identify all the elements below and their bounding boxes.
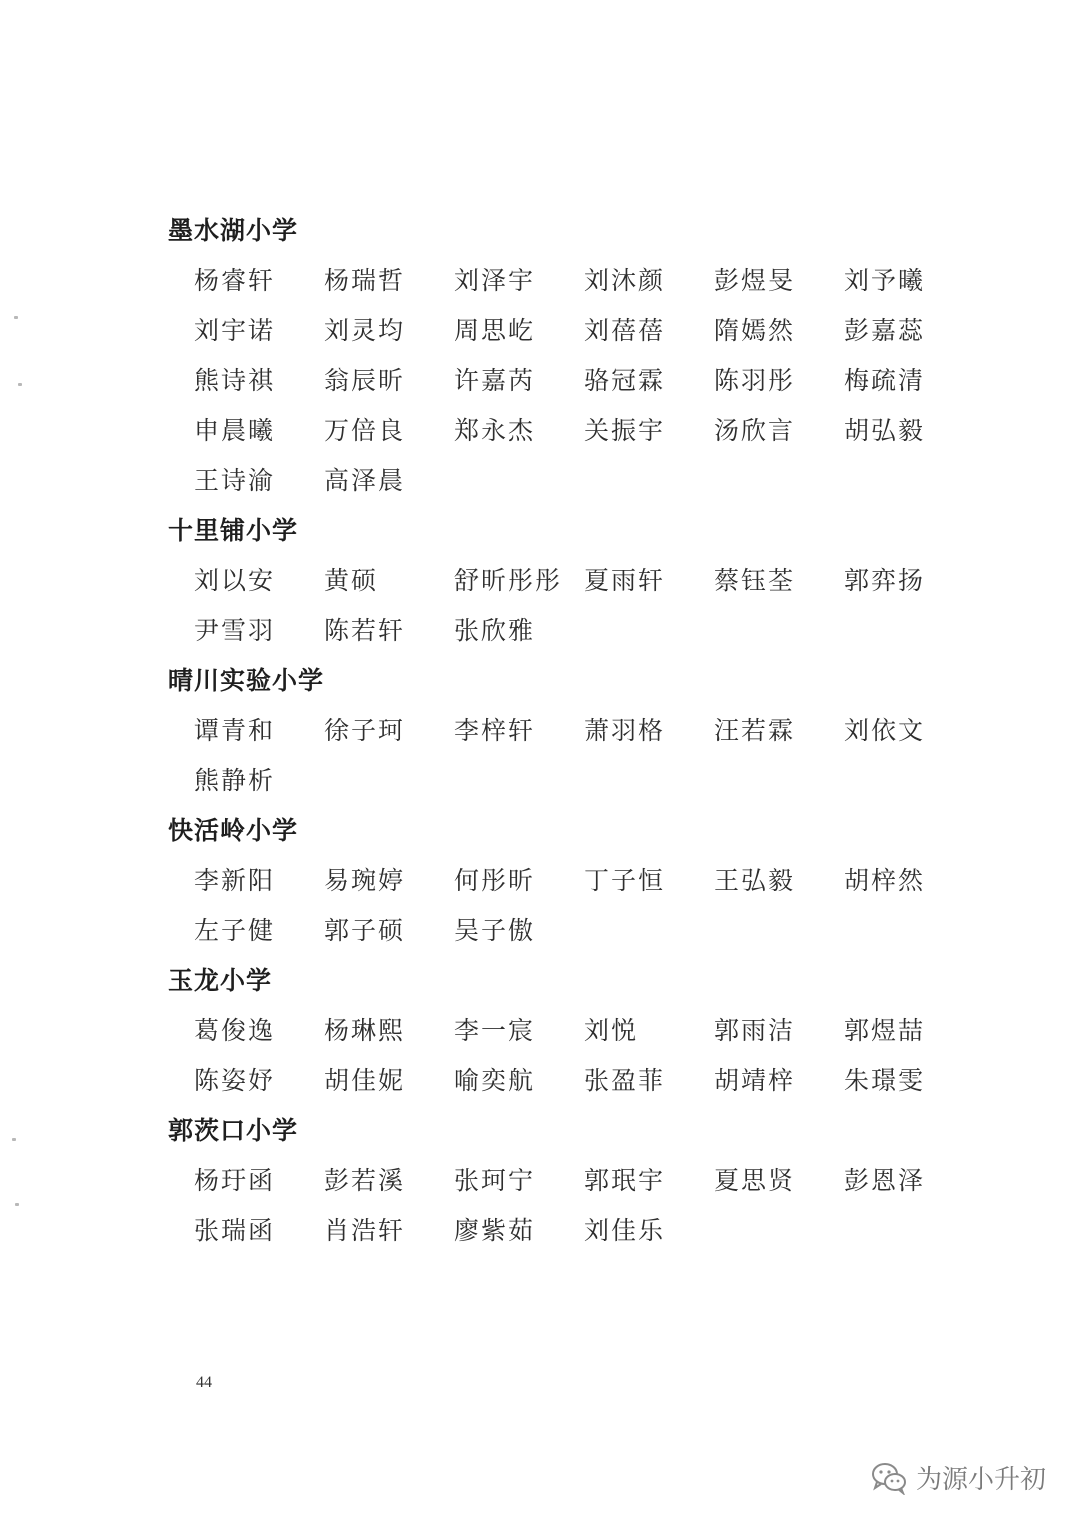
student-list — [168, 206, 968, 1256]
student-name: 张瑞函 — [194, 1216, 276, 1245]
student-name: 熊诗祺 — [194, 366, 276, 395]
student-name: 刘依文 — [844, 716, 926, 745]
student-names-grid — [194, 706, 968, 806]
student-name: 廖紫茹 — [454, 1216, 536, 1245]
student-name: 朱璟雯 — [844, 1066, 926, 1095]
student-name: 郭弈扬 — [844, 566, 926, 595]
scan-speck — [12, 1138, 16, 1141]
student-name: 翁辰昕 — [324, 366, 406, 395]
student-name: 彭恩泽 — [844, 1166, 926, 1195]
student-name: 喻奕航 — [454, 1066, 536, 1095]
school-name: 玉龙小学 — [168, 966, 273, 995]
student-name: 郭雨洁 — [714, 1016, 796, 1045]
school-section — [168, 806, 968, 956]
student-name: 易琬婷 — [324, 866, 406, 895]
student-name: 张珂宁 — [454, 1166, 536, 1195]
school-name: 十里铺小学 — [168, 516, 299, 545]
student-name: 蔡钰荃 — [714, 566, 796, 595]
student-name: 陈羽彤 — [714, 366, 796, 395]
student-name: 杨琳熙 — [324, 1016, 406, 1045]
school-name: 郭茨口小学 — [168, 1116, 299, 1145]
student-names-grid — [194, 856, 968, 956]
watermark-text: 为源小升初 — [915, 1465, 1046, 1495]
student-name: 胡弘毅 — [844, 416, 926, 445]
student-name: 肖浩轩 — [324, 1216, 406, 1245]
student-name: 刘泽宇 — [454, 266, 536, 295]
student-name: 李新阳 — [194, 866, 276, 895]
school-name: 墨水湖小学 — [168, 216, 299, 245]
student-name: 张盈菲 — [584, 1066, 666, 1095]
student-name: 梅疏清 — [844, 366, 926, 395]
student-name: 许嘉芮 — [454, 366, 536, 395]
student-name: 彭煜旻 — [714, 266, 796, 295]
student-name: 汤欣言 — [714, 416, 796, 445]
wechat-icon — [870, 1461, 908, 1495]
school-section — [168, 656, 968, 806]
student-name: 申晨曦 — [194, 416, 276, 445]
student-names-grid — [194, 1156, 968, 1256]
watermark — [870, 1459, 1046, 1496]
page-number: 44 — [196, 1374, 212, 1391]
school-section — [168, 506, 968, 656]
student-name: 李梓轩 — [454, 716, 536, 745]
student-name: 刘予曦 — [844, 266, 926, 295]
student-name: 郭煜喆 — [844, 1016, 926, 1045]
student-name: 张欣雅 — [454, 616, 536, 645]
scan-speck — [18, 383, 22, 386]
student-name: 胡佳妮 — [324, 1066, 406, 1095]
student-name: 万倍良 — [324, 416, 406, 445]
student-name: 杨睿轩 — [194, 266, 276, 295]
student-name: 王诗渝 — [194, 466, 276, 495]
student-names-grid — [194, 256, 968, 506]
student-name: 王弘毅 — [714, 866, 796, 895]
school-name: 快活岭小学 — [168, 816, 299, 845]
student-name: 葛俊逸 — [194, 1016, 276, 1045]
student-name: 何彤昕 — [454, 866, 536, 895]
scan-speck — [15, 1203, 19, 1206]
student-name: 刘宇诺 — [194, 316, 276, 345]
student-name: 刘沐颜 — [584, 266, 666, 295]
school-section — [168, 956, 968, 1106]
student-name: 夏雨轩 — [584, 566, 666, 595]
student-name: 陈姿妤 — [194, 1066, 276, 1095]
student-name: 陈若轩 — [324, 616, 406, 645]
student-name: 彭若溪 — [324, 1166, 406, 1195]
student-name: 尹雪羽 — [194, 616, 276, 645]
student-name: 李一宸 — [454, 1016, 536, 1045]
student-name: 熊静析 — [194, 766, 276, 795]
school-section — [168, 1106, 968, 1256]
student-name: 关振宇 — [584, 416, 666, 445]
student-name: 郑永杰 — [454, 416, 536, 445]
student-name: 杨玗函 — [194, 1166, 276, 1195]
student-name: 刘灵均 — [324, 316, 406, 345]
student-name: 徐子珂 — [324, 716, 406, 745]
student-name: 汪若霖 — [714, 716, 796, 745]
student-name: 吴子傲 — [454, 916, 536, 945]
student-name: 左子健 — [194, 916, 276, 945]
student-name: 谭青和 — [194, 716, 276, 745]
student-name: 隋嫣然 — [714, 316, 796, 345]
student-name: 刘佳乐 — [584, 1216, 666, 1245]
student-name: 刘以安 — [194, 566, 276, 595]
student-names-grid — [194, 1006, 968, 1106]
student-name: 郭珉宇 — [584, 1166, 666, 1195]
student-name: 骆冠霖 — [584, 366, 666, 395]
student-name: 舒昕彤彤 — [454, 566, 563, 595]
student-name: 萧羽格 — [584, 716, 666, 745]
student-name: 周思屹 — [454, 316, 536, 345]
student-name: 郭子硕 — [324, 916, 406, 945]
student-name: 黄硕 — [324, 566, 379, 595]
student-name: 刘蓓蓓 — [584, 316, 666, 345]
student-name: 胡靖梓 — [714, 1066, 796, 1095]
student-name: 彭嘉蕊 — [844, 316, 926, 345]
school-section — [168, 206, 968, 506]
school-name: 晴川实验小学 — [168, 666, 325, 695]
student-name: 高泽晨 — [324, 466, 406, 495]
student-names-grid — [194, 556, 968, 656]
student-name: 杨瑞哲 — [324, 266, 406, 295]
student-name: 丁子恒 — [584, 866, 666, 895]
scan-speck — [14, 316, 18, 319]
student-name: 夏思贤 — [714, 1166, 796, 1195]
student-name: 胡梓然 — [844, 866, 926, 895]
student-name: 刘悦 — [584, 1016, 639, 1045]
